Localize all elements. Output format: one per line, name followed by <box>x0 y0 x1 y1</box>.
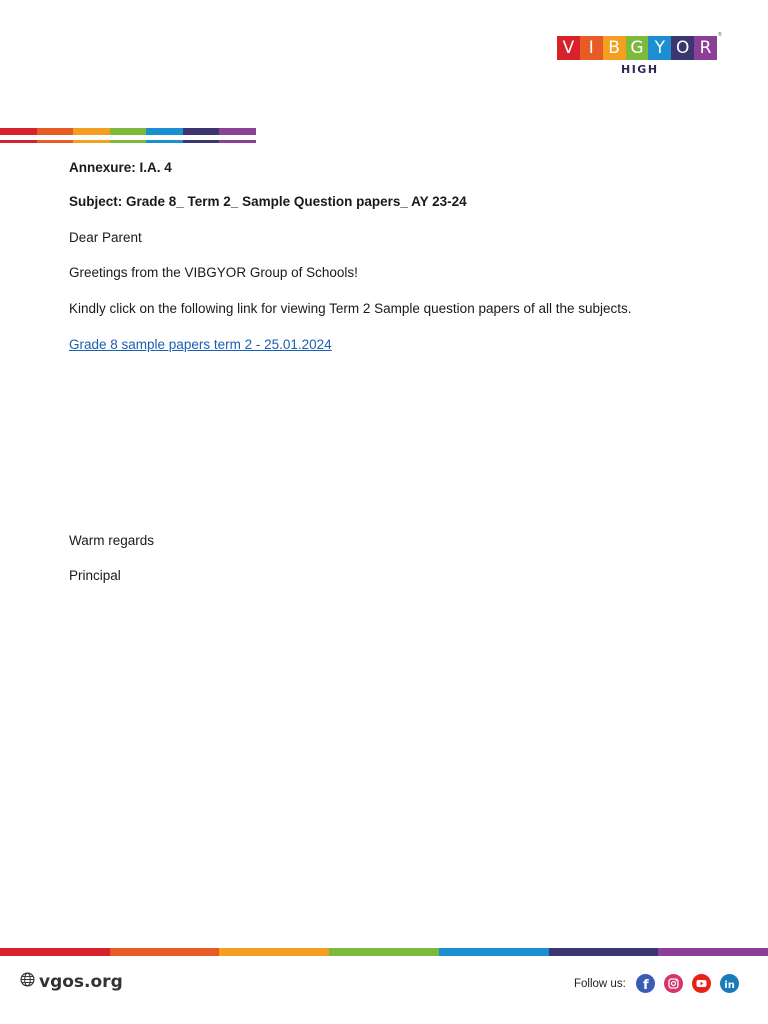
stripe-segment <box>0 128 37 135</box>
stripe-segment <box>73 140 110 143</box>
subject-line: Subject: Grade 8_ Term 2_ Sample Question papers_ AY 23-24 <box>69 194 467 209</box>
facebook-icon[interactable] <box>636 974 655 993</box>
stripe-segment <box>37 140 74 143</box>
svg-text:in: in <box>724 980 735 991</box>
header-stripe-thin <box>0 140 256 143</box>
footer-website[interactable] <box>20 972 123 992</box>
greeting: Greetings from the VIBGYOR Group of Schools! <box>69 265 358 280</box>
footer-social <box>574 974 739 993</box>
instagram-icon[interactable] <box>664 974 683 993</box>
salutation: Dear Parent <box>69 230 142 245</box>
logo-letter-tile: V <box>557 36 580 60</box>
linkedin-icon[interactable] <box>720 974 739 993</box>
sample-papers-link[interactable]: Grade 8 sample papers term 2 - 25.01.2024 <box>69 337 332 352</box>
stripe-segment <box>0 140 37 143</box>
logo-letter-tile: O <box>671 36 694 60</box>
follow-label: Follow us: <box>574 977 626 990</box>
closing: Warm regards <box>69 533 155 548</box>
stripe-segment <box>146 140 183 143</box>
stripe-segment <box>73 128 110 135</box>
header-stripe-thick <box>0 128 256 135</box>
website-text: vgos.org <box>39 972 123 992</box>
logo-letter-tile: G <box>626 36 649 60</box>
stripe-segment <box>110 140 147 143</box>
logo-letter-tile: Y <box>648 36 671 60</box>
signature: Principal <box>69 568 121 583</box>
stripe-segment <box>110 128 147 135</box>
stripe-segment <box>0 948 110 956</box>
trademark-mark: ® <box>718 32 722 38</box>
stripe-segment <box>329 948 439 956</box>
instruction-text: Kindly click on the following link for viewing Term 2 Sample question papers of all the subjects. <box>69 301 632 316</box>
stripe-segment <box>183 140 220 143</box>
logo-letter-tile: I <box>580 36 603 60</box>
stripe-segment <box>110 948 220 956</box>
stripe-segment <box>439 948 549 956</box>
stripe-segment <box>183 128 220 135</box>
stripe-segment <box>37 128 74 135</box>
svg-text:f: f <box>642 978 649 993</box>
logo-tiles <box>557 36 723 60</box>
footer-stripe <box>0 948 768 956</box>
header-stripes <box>0 128 256 143</box>
vibgyor-logo <box>557 32 723 78</box>
logo-letter-tile: R <box>694 36 717 60</box>
youtube-icon[interactable] <box>692 974 711 993</box>
stripe-segment <box>219 948 329 956</box>
globe-icon <box>20 972 35 992</box>
annexure-label: Annexure: I.A. 4 <box>69 160 172 175</box>
stripe-segment <box>219 128 256 135</box>
stripe-segment <box>219 140 256 143</box>
stripe-segment <box>146 128 183 135</box>
stripe-segment <box>658 948 768 956</box>
logo-letter-tile: B <box>603 36 626 60</box>
logo-subtitle: HIGH <box>621 63 659 76</box>
stripe-segment <box>549 948 659 956</box>
